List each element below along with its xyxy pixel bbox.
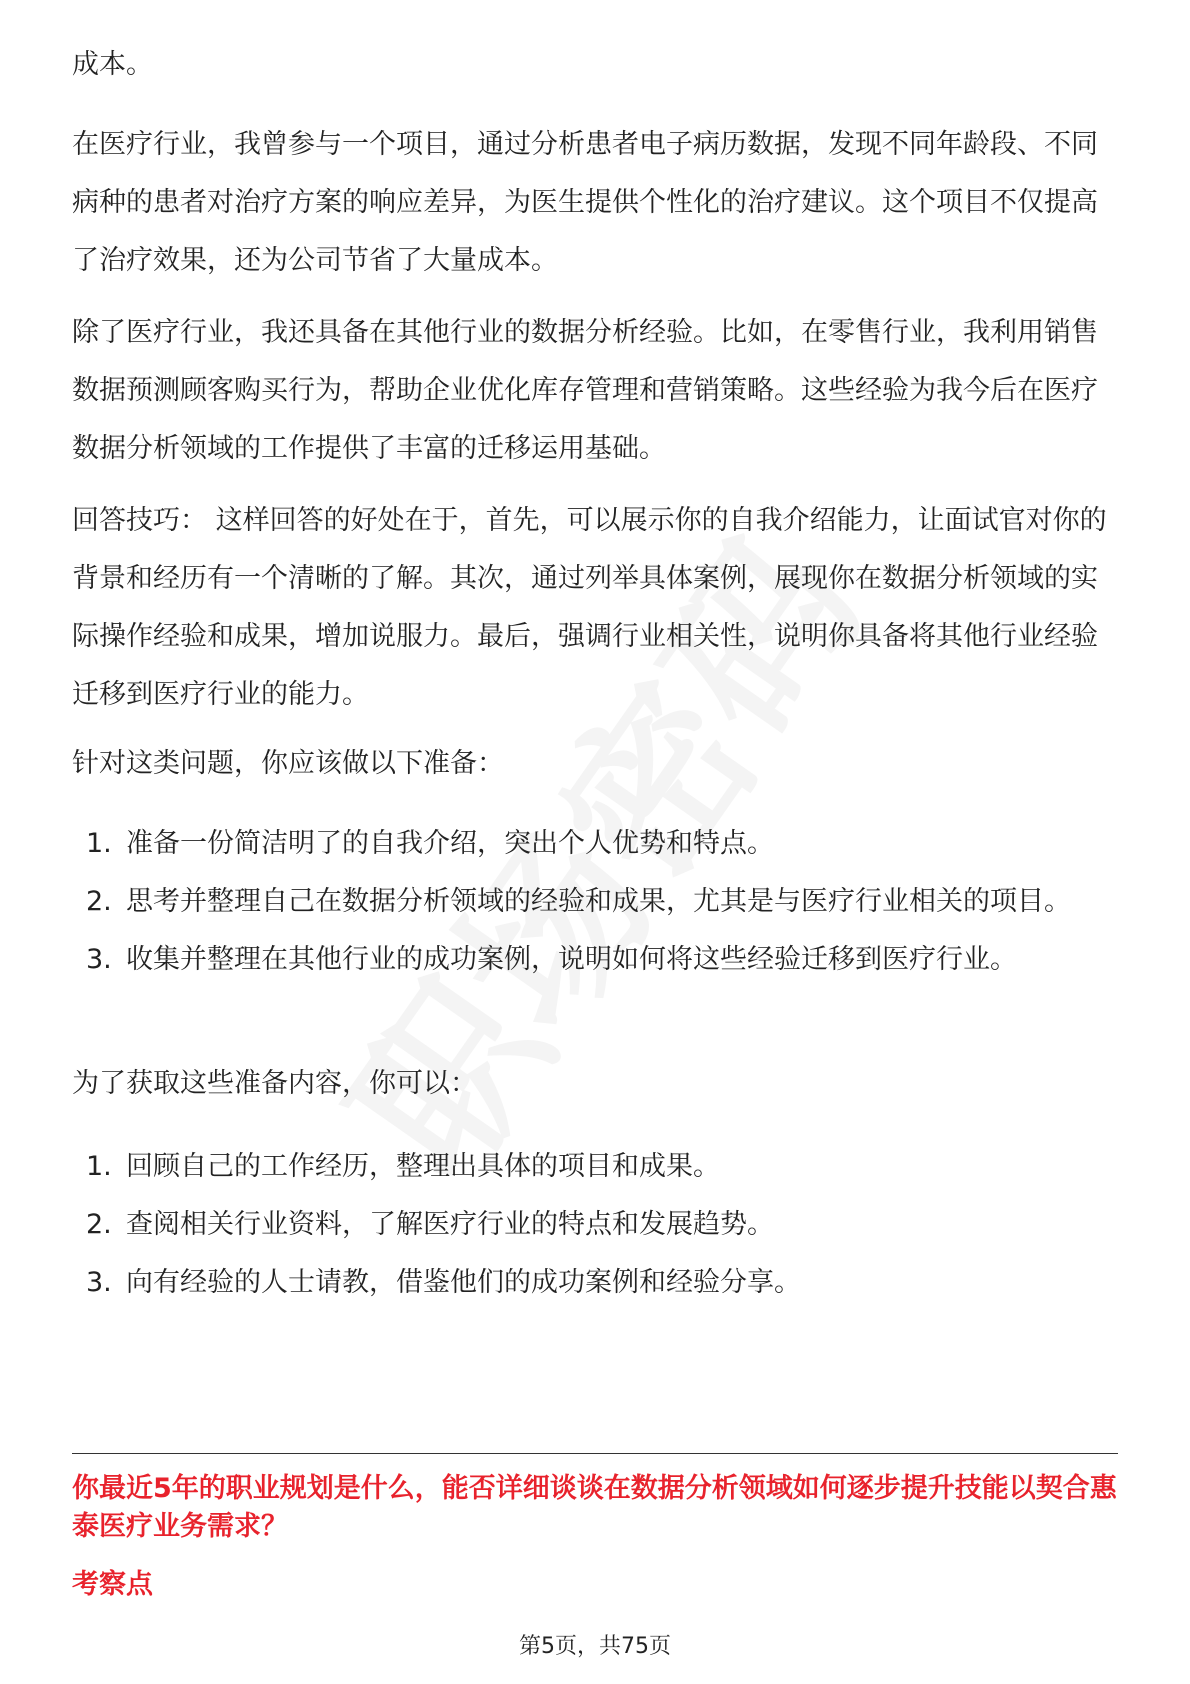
- list-item: [72, 1196, 1118, 1254]
- list-item: [72, 1254, 1118, 1312]
- paragraph-other-industries: 除了医疗行业，我还具备在其他行业的数据分析经验。比如，在零售行业，我利用销售数据预测顾客购买行为，帮助企业优化库存管理和营销策略。这些经验为我今后在医疗数据分析领域的工作提供了丰富的迁移运用基础。: [72, 317, 1098, 464]
- paragraph-answer-tips: 回答技巧： 这样回答的好处在于，首先，可以展示你的自我介绍能力，让面试官对你的背景和经历有一个清晰的了解。其次，通过列举具体案例，展现你在数据分析领域的实际操作经验和成果，增加说服力。最后，强调行业相关性，说明你具备将其他行业经验迁移到医疗行业的能力。: [72, 505, 1107, 710]
- page-number: 第5页，共75页: [519, 1634, 671, 1659]
- obtain-list: [72, 1138, 1118, 1312]
- list-number: 2.: [86, 886, 112, 917]
- list-text: 思考并整理自己在数据分析领域的经验和成果，尤其是与医疗行业相关的项目。: [126, 886, 1071, 917]
- preparation-list: [72, 815, 1118, 989]
- list-item: [72, 815, 1118, 873]
- list-text: 向有经验的人士请教，借鉴他们的成功案例和经验分享。: [126, 1267, 801, 1298]
- interview-question: 你最近5年的职业规划是什么，能否详细谈谈在数据分析领域如何逐步提升技能以契合惠泰医疗业务需求？: [72, 1473, 1117, 1542]
- paragraph-medical-project: 在医疗行业，我曾参与一个项目，通过分析患者电子病历数据，发现不同年龄段、不同病种的患者对治疗方案的响应差异，为医生提供个性化的治疗建议。这个项目不仅提高了治疗效果，还为公司节省了大量成本。: [72, 129, 1098, 276]
- list-text: 收集并整理在其他行业的成功案例，说明如何将这些经验迁移到医疗行业。: [126, 944, 1017, 975]
- list-text: 回顾自己的工作经历，整理出具体的项目和成果。: [126, 1151, 720, 1182]
- section-title: 考察点: [72, 1569, 153, 1600]
- list-item: [72, 931, 1118, 989]
- section-divider: [72, 1453, 1118, 1454]
- list-text: 准备一份简洁明了的自我介绍，突出个人优势和特点。: [126, 828, 774, 859]
- list-number: 2.: [86, 1209, 112, 1240]
- paragraph-preparation-intro: 针对这类问题，你应该做以下准备：: [72, 748, 504, 779]
- list-item: [72, 1138, 1118, 1196]
- paragraph-how-to-obtain: 为了获取这些准备内容，你可以：: [72, 1068, 477, 1099]
- list-number: 3.: [86, 944, 112, 975]
- list-item: [72, 873, 1118, 931]
- list-text: 查阅相关行业资料，了解医疗行业的特点和发展趋势。: [126, 1209, 774, 1240]
- paragraph-continuation: 成本。: [72, 49, 153, 80]
- list-number: 1.: [86, 1151, 112, 1182]
- list-number: 3.: [86, 1267, 112, 1298]
- list-number: 1.: [86, 828, 112, 859]
